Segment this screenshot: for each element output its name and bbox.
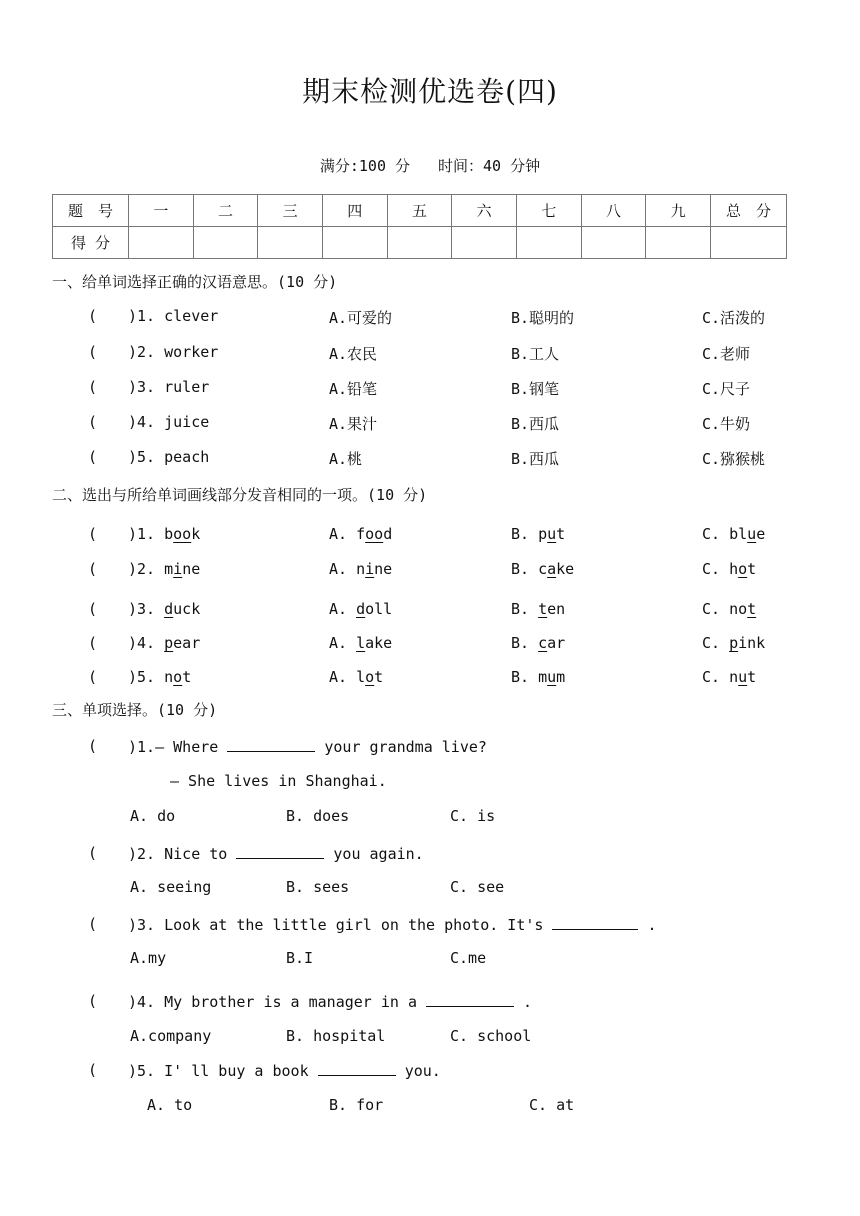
- option-b[interactable]: [511, 600, 565, 622]
- question-3: [128, 915, 657, 937]
- option-c[interactable]: C.me: [450, 949, 487, 967]
- option-b[interactable]: B.I: [286, 949, 314, 967]
- question-word: )1. clever: [128, 307, 219, 325]
- option-b[interactable]: B. for: [329, 1096, 384, 1114]
- score-table-row: [53, 227, 787, 259]
- question-number: )3.: [128, 600, 156, 618]
- option-c[interactable]: [702, 525, 765, 547]
- word-part: en: [547, 600, 566, 618]
- word-part: m: [556, 668, 566, 686]
- answer-blank[interactable]: [236, 844, 324, 859]
- header-cell: 五: [387, 195, 452, 227]
- answer-paren: (: [88, 992, 98, 1010]
- underlined-letters: t: [747, 600, 757, 618]
- answer-blank[interactable]: [318, 1061, 396, 1076]
- answer-paren: (: [88, 307, 98, 325]
- header-cell: 八: [581, 195, 646, 227]
- question-word: [128, 668, 191, 690]
- score-table: [52, 194, 787, 259]
- question-word: [128, 560, 200, 582]
- option-b[interactable]: B. hospital: [286, 1027, 386, 1045]
- answer-paren: (: [88, 1061, 98, 1079]
- question-text: )1.— Where: [128, 738, 219, 756]
- score-cell[interactable]: [516, 227, 581, 259]
- option-c[interactable]: C.活泼的: [702, 309, 766, 327]
- underlined-letters: t: [538, 600, 548, 618]
- header-cell: 二: [193, 195, 258, 227]
- question-number: )2.: [128, 560, 156, 578]
- question-text: )5. I' ll buy a book: [128, 1062, 309, 1080]
- option-c[interactable]: C. see: [450, 878, 505, 896]
- underlined-letters: l: [356, 634, 366, 652]
- answer-paren: (: [88, 343, 98, 361]
- option-b[interactable]: B.西瓜: [511, 415, 560, 433]
- answer-paren: (: [88, 844, 98, 862]
- option-b[interactable]: [511, 668, 565, 690]
- word-part: C. n: [702, 668, 739, 686]
- underlined-letters: u: [547, 668, 557, 686]
- word-part: d: [383, 525, 393, 543]
- question-1: [128, 737, 487, 759]
- underlined-letters: u: [738, 668, 748, 686]
- exam-info: [0, 155, 860, 176]
- score-table-header: [53, 195, 787, 227]
- option-c[interactable]: [702, 600, 756, 622]
- option-c[interactable]: [702, 634, 765, 656]
- section-2-title: 二、选出与所给单词画线部分发音相同的一项。(10 分): [52, 486, 428, 504]
- option-b[interactable]: [511, 634, 565, 656]
- option-b[interactable]: B. does: [286, 807, 350, 825]
- answer-paren: (: [88, 668, 98, 686]
- word-part: t: [182, 668, 192, 686]
- option-b[interactable]: [511, 525, 565, 547]
- underlined-letters: o: [365, 668, 375, 686]
- question-text: )2. Nice to: [128, 845, 228, 863]
- word-part: B.: [511, 600, 539, 618]
- option-a[interactable]: A.铅笔: [329, 380, 378, 398]
- option-a[interactable]: A. seeing: [130, 878, 212, 896]
- word-part: t: [747, 560, 757, 578]
- option-c[interactable]: C. at: [529, 1096, 575, 1114]
- option-a[interactable]: A. do: [130, 807, 176, 825]
- word-part: ne: [374, 560, 393, 578]
- section-1-title: 一、给单词选择正确的汉语意思。(10 分): [52, 273, 338, 291]
- option-a[interactable]: A.果汁: [329, 415, 378, 433]
- answer-paren: (: [88, 915, 98, 933]
- answer-paren: (: [88, 525, 98, 543]
- answer-paren: (: [88, 600, 98, 618]
- option-c[interactable]: C.牛奶: [702, 415, 751, 433]
- question-text: .: [647, 916, 657, 934]
- score-cell[interactable]: [452, 227, 517, 259]
- question-2: [128, 844, 424, 866]
- question-text: your grandma live?: [324, 738, 487, 756]
- word-part: b: [164, 525, 174, 543]
- option-c[interactable]: C. school: [450, 1027, 532, 1045]
- underlined-letters: p: [729, 634, 739, 652]
- header-cell: 六: [452, 195, 517, 227]
- question-text: .: [523, 993, 533, 1011]
- score-cell[interactable]: [258, 227, 323, 259]
- word-part: ke: [556, 560, 575, 578]
- header-cell: 三: [258, 195, 323, 227]
- time-limit: 时间：40 分钟: [438, 157, 541, 175]
- option-a[interactable]: A.可爱的: [329, 309, 393, 327]
- word-part: t: [374, 668, 384, 686]
- word-part: t: [556, 525, 566, 543]
- word-part: C. h: [702, 560, 739, 578]
- word-part: ne: [182, 560, 201, 578]
- word-part: C. no: [702, 600, 748, 618]
- option-a[interactable]: [329, 668, 383, 690]
- option-a[interactable]: [329, 525, 392, 547]
- option-a[interactable]: [329, 600, 392, 622]
- word-part: B. c: [511, 560, 548, 578]
- option-a[interactable]: A.company: [130, 1027, 212, 1045]
- question-5: [128, 1061, 441, 1083]
- answer-paren: (: [88, 378, 98, 396]
- word-part: B. m: [511, 668, 548, 686]
- word-part: ake: [365, 634, 393, 652]
- answer-paren: (: [88, 413, 98, 431]
- underlined-letters: u: [547, 525, 557, 543]
- question-word: [128, 600, 200, 622]
- underlined-letters: u: [747, 525, 757, 543]
- option-a[interactable]: A.农民: [329, 345, 378, 363]
- underlined-letters: i: [173, 560, 183, 578]
- underlined-letters: a: [547, 560, 557, 578]
- word-part: C. bl: [702, 525, 748, 543]
- underlined-letters: c: [538, 634, 548, 652]
- header-cell: 七: [516, 195, 581, 227]
- word-part: ear: [173, 634, 201, 652]
- row-label: 得 分: [53, 227, 129, 259]
- score-cell[interactable]: [646, 227, 711, 259]
- word-part: uck: [173, 600, 201, 618]
- answer-blank[interactable]: [227, 737, 315, 752]
- question-text: you again.: [333, 845, 424, 863]
- option-c[interactable]: C.尺子: [702, 380, 751, 398]
- score-cell[interactable]: [387, 227, 452, 259]
- answer-paren: (: [88, 448, 98, 466]
- full-score: 满分:100 分: [319, 157, 411, 175]
- option-b[interactable]: B.西瓜: [511, 450, 560, 468]
- underlined-letters: d: [164, 600, 174, 618]
- question-text: — She lives in Shanghai.: [170, 772, 387, 790]
- option-a[interactable]: A.桃: [329, 450, 363, 468]
- score-cell[interactable]: [711, 227, 787, 259]
- word-part: k: [191, 525, 201, 543]
- option-b[interactable]: B.工人: [511, 345, 560, 363]
- word-part: B. p: [511, 525, 548, 543]
- underlined-letters: o: [738, 560, 748, 578]
- question-word: )2. worker: [128, 343, 219, 361]
- word-part: m: [164, 560, 174, 578]
- option-b[interactable]: B.聪明的: [511, 309, 575, 327]
- question-word: [128, 634, 200, 656]
- word-part: A.: [329, 634, 357, 652]
- option-b[interactable]: B. sees: [286, 878, 350, 896]
- word-part: e: [756, 525, 766, 543]
- option-c[interactable]: [702, 560, 756, 582]
- word-part: A. n: [329, 560, 366, 578]
- question-text: you.: [404, 1062, 441, 1080]
- answer-paren: (: [88, 634, 98, 652]
- header-cell: 九: [646, 195, 711, 227]
- question-text: )4. My brother is a manager in a: [128, 993, 417, 1011]
- question-number: )1.: [128, 525, 156, 543]
- answer-paren: (: [88, 737, 98, 755]
- header-cell: 总 分: [711, 195, 787, 227]
- answer-blank[interactable]: [426, 992, 514, 1007]
- word-part: A. f: [329, 525, 366, 543]
- score-cell[interactable]: [581, 227, 646, 259]
- underlined-letters: o: [173, 668, 183, 686]
- header-cell: 一: [129, 195, 194, 227]
- word-part: C.: [702, 634, 730, 652]
- question-4: [128, 992, 532, 1014]
- question-word: )3. ruler: [128, 378, 210, 396]
- page-title: 期末检测优选卷(四): [302, 75, 558, 108]
- question-text: )3. Look at the little girl on the photo. It's: [128, 916, 544, 934]
- option-c[interactable]: C.老师: [702, 345, 751, 363]
- underlined-letters: d: [356, 600, 366, 618]
- word-part: A.: [329, 600, 357, 618]
- question-number: )5.: [128, 668, 156, 686]
- header-cell: 题 号: [53, 195, 129, 227]
- underlined-letters: oo: [365, 525, 384, 543]
- score-cell[interactable]: [193, 227, 258, 259]
- word-part: t: [747, 668, 757, 686]
- option-c[interactable]: C. is: [450, 807, 496, 825]
- answer-blank[interactable]: [552, 915, 638, 930]
- word-part: ar: [547, 634, 566, 652]
- score-cell[interactable]: [322, 227, 387, 259]
- word-part: ink: [738, 634, 766, 652]
- question-word: )5. peach: [128, 448, 210, 466]
- option-a[interactable]: [329, 634, 392, 656]
- answer-paren: (: [88, 560, 98, 578]
- option-a[interactable]: A.my: [130, 949, 167, 967]
- underlined-letters: oo: [173, 525, 192, 543]
- question-word: )4. juice: [128, 413, 210, 431]
- word-part: n: [164, 668, 174, 686]
- option-b[interactable]: [511, 560, 574, 582]
- option-b[interactable]: B.钢笔: [511, 380, 560, 398]
- section-3-title: 三、单项选择。(10 分): [52, 701, 218, 719]
- header-cell: 四: [322, 195, 387, 227]
- score-cell[interactable]: [129, 227, 194, 259]
- word-part: oll: [365, 600, 393, 618]
- question-word: [128, 525, 200, 547]
- word-part: B.: [511, 634, 539, 652]
- question-number: )4.: [128, 634, 156, 652]
- option-a[interactable]: [329, 560, 392, 582]
- option-c[interactable]: C.猕猴桃: [702, 450, 766, 468]
- underlined-letters: p: [164, 634, 174, 652]
- word-part: A. l: [329, 668, 366, 686]
- option-c[interactable]: [702, 668, 756, 690]
- underlined-letters: i: [365, 560, 375, 578]
- option-a[interactable]: A. to: [147, 1096, 193, 1114]
